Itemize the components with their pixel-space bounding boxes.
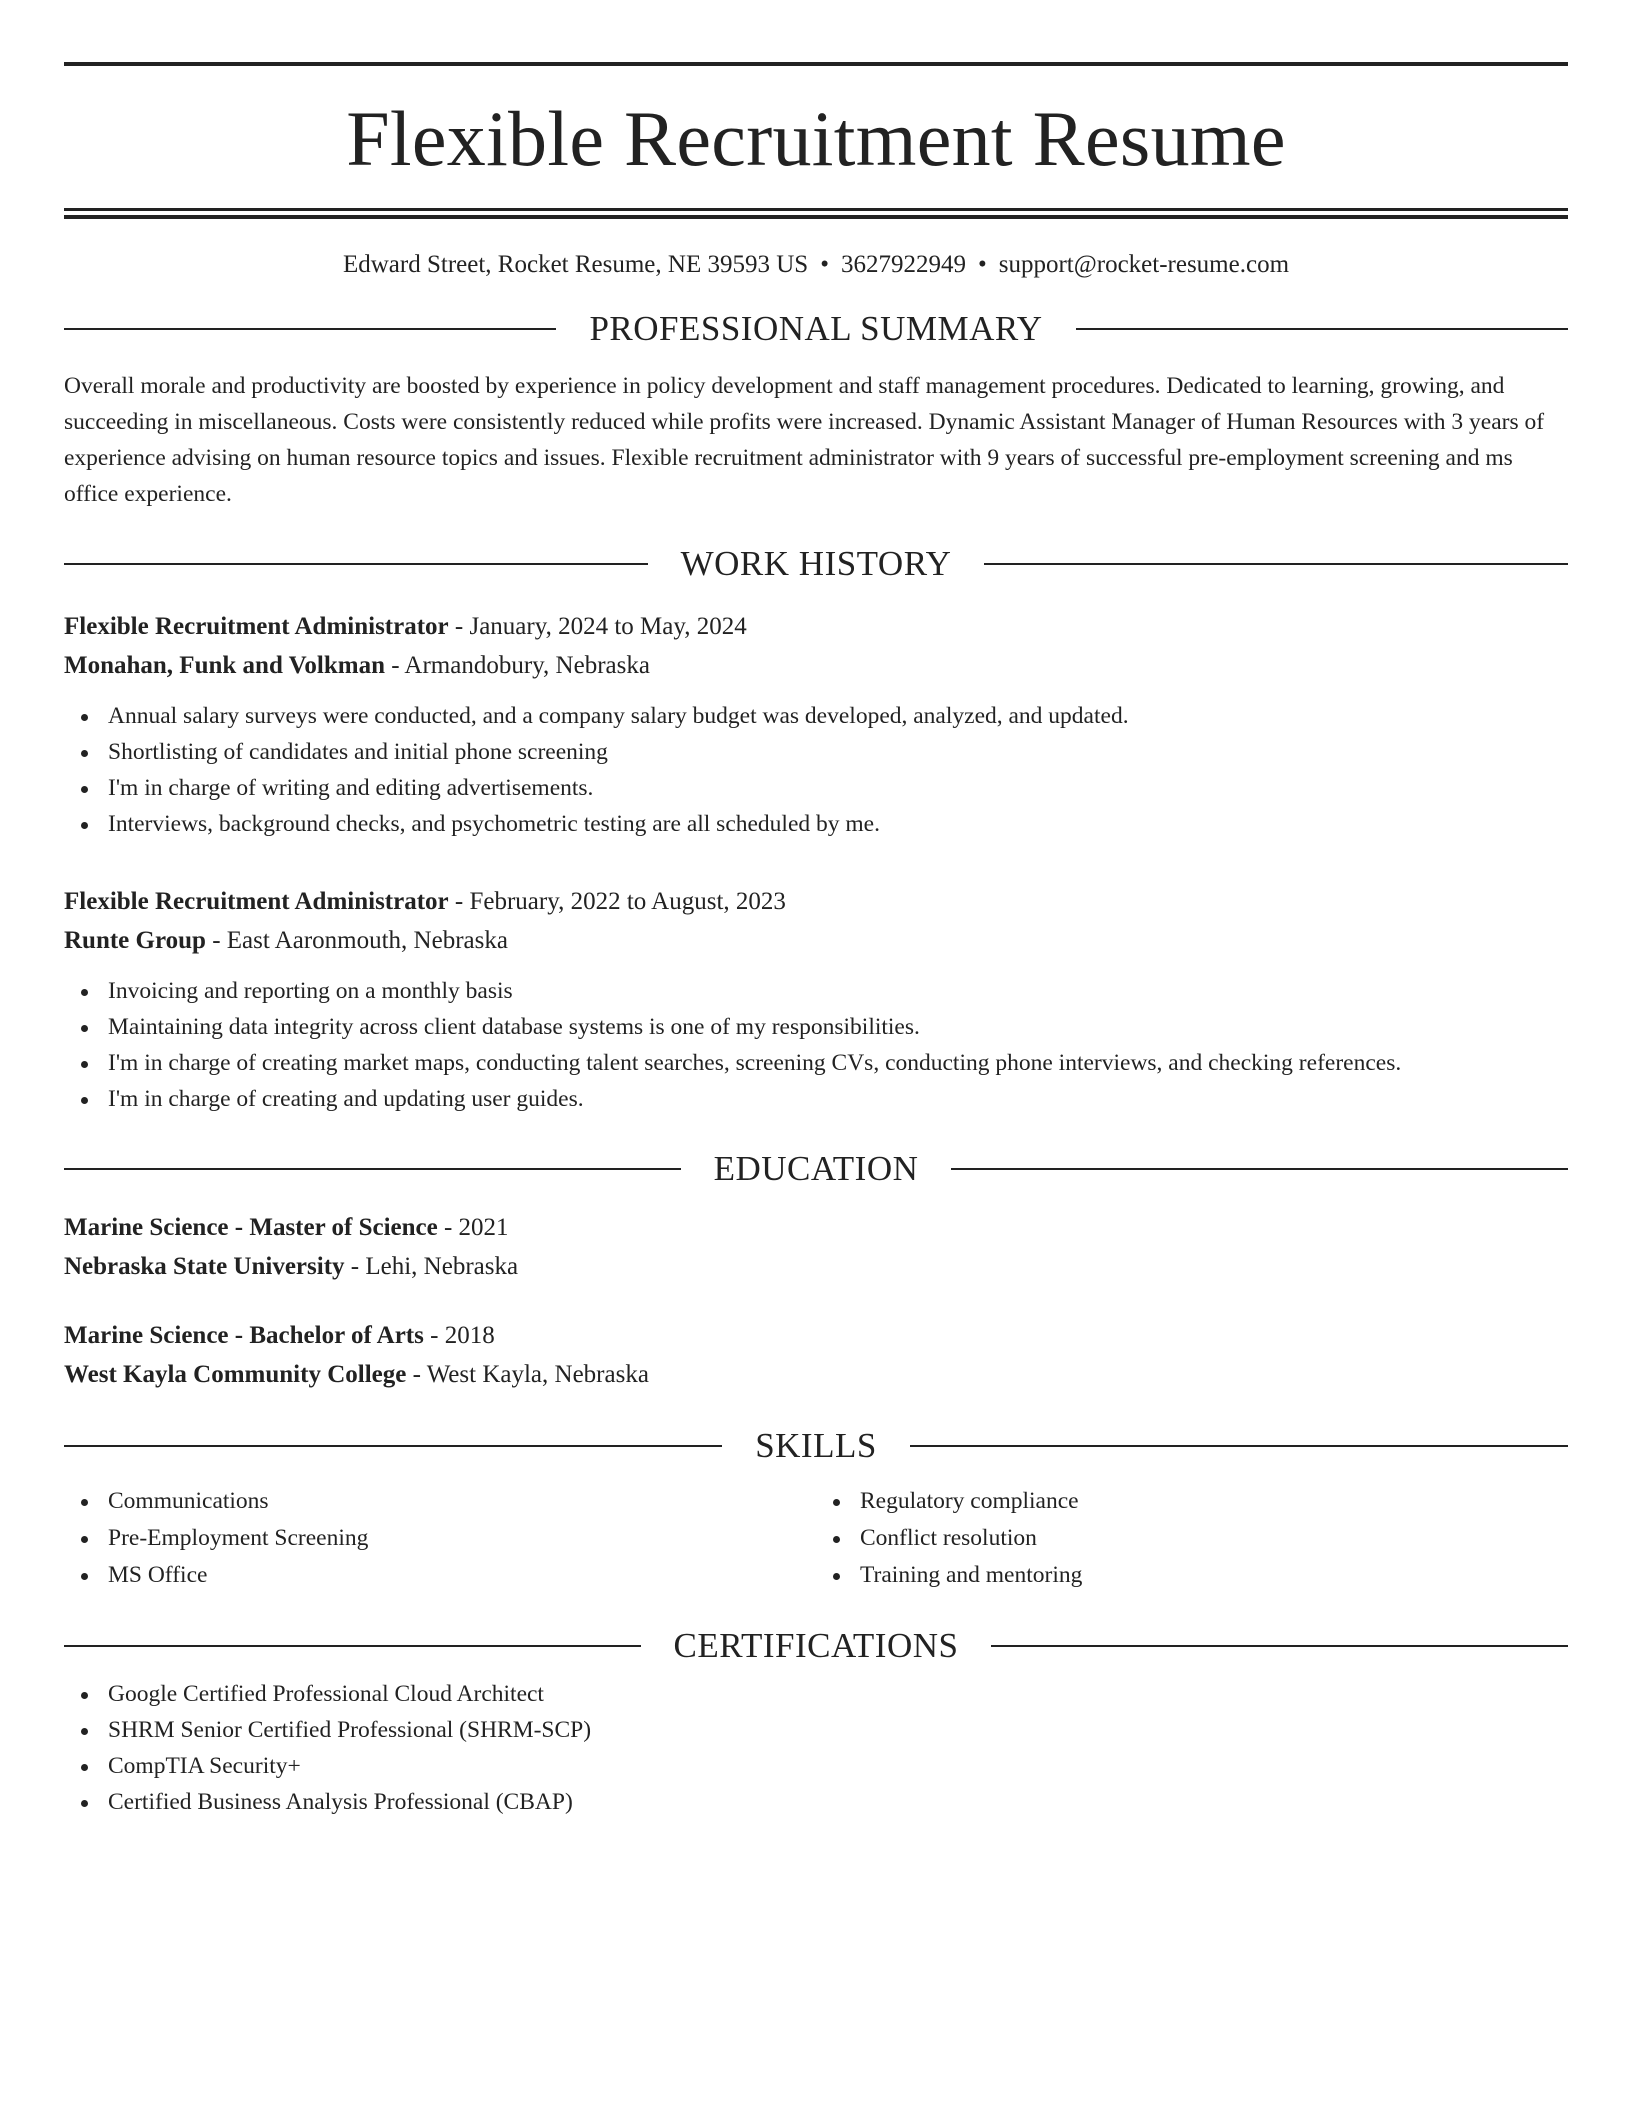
contact-separator: • bbox=[977, 251, 987, 278]
education-entry bbox=[64, 1208, 1568, 1286]
graduation-year: - 2021 bbox=[437, 1214, 509, 1241]
section-heading-work bbox=[64, 546, 1568, 581]
list-item: SHRM Senior Certified Professional (SHRM-SCP) bbox=[64, 1712, 1568, 1748]
list-item: Training and mentoring bbox=[816, 1557, 1568, 1594]
list-item: Annual salary surveys were conducted, and a company salary budget was developed, analyzed, and updated. bbox=[64, 698, 1568, 734]
list-item: Maintaining data integrity across client database systems is one of my responsibilities. bbox=[64, 1009, 1568, 1045]
heading-rule bbox=[984, 563, 1568, 565]
list-item: I'm in charge of creating market maps, conducting talent searches, screening CVs, conducting phone interviews, and checking references. bbox=[64, 1045, 1568, 1081]
section-title: CERTIFICATIONS bbox=[673, 1626, 959, 1665]
list-item: Certified Business Analysis Professional (CBAP) bbox=[64, 1784, 1568, 1820]
list-item: CompTIA Security+ bbox=[64, 1748, 1568, 1784]
school-location: - Lehi, Nebraska bbox=[344, 1253, 519, 1280]
section-title: SKILLS bbox=[755, 1426, 877, 1465]
heading-rule bbox=[910, 1445, 1568, 1447]
heading-rule bbox=[1076, 328, 1568, 330]
section-heading-skills bbox=[64, 1428, 1568, 1463]
certifications-list bbox=[64, 1676, 1568, 1820]
heading-rule bbox=[64, 563, 648, 565]
degree-line bbox=[64, 1316, 1568, 1355]
heading-rule bbox=[64, 1645, 641, 1647]
degree-line bbox=[64, 1208, 1568, 1247]
job-title: Flexible Recruitment Administrator bbox=[64, 613, 449, 640]
job-company: Monahan, Funk and Volkman bbox=[64, 652, 385, 679]
list-item: I'm in charge of creating and updating user guides. bbox=[64, 1081, 1568, 1117]
section-title: PROFESSIONAL SUMMARY bbox=[589, 309, 1043, 348]
job-location: - Armandobury, Nebraska bbox=[384, 652, 650, 679]
list-item: Pre-Employment Screening bbox=[64, 1520, 816, 1557]
job-dates: - February, 2022 to August, 2023 bbox=[448, 888, 786, 915]
job-title: Flexible Recruitment Administrator bbox=[64, 888, 449, 915]
skills-list-right bbox=[816, 1483, 1568, 1594]
job-company-line bbox=[64, 646, 1568, 685]
resume-title: Flexible Recruitment Resume bbox=[346, 95, 1286, 182]
job-location: - East Aaronmouth, Nebraska bbox=[205, 927, 508, 954]
heading-rule bbox=[64, 1445, 722, 1447]
school-line bbox=[64, 1355, 1568, 1394]
school-line bbox=[64, 1247, 1568, 1286]
section-title: EDUCATION bbox=[713, 1149, 919, 1188]
list-item: Invoicing and reporting on a monthly basis bbox=[64, 973, 1568, 1009]
job-entry bbox=[64, 607, 1568, 842]
list-item: Regulatory compliance bbox=[816, 1483, 1568, 1520]
graduation-year: - 2018 bbox=[423, 1322, 495, 1349]
school-location: - West Kayla, Nebraska bbox=[406, 1361, 649, 1388]
title-double-rule bbox=[64, 208, 1568, 219]
list-item: Shortlisting of candidates and initial phone screening bbox=[64, 734, 1568, 770]
job-title-line bbox=[64, 882, 1568, 921]
heading-rule bbox=[64, 328, 556, 330]
job-entry bbox=[64, 882, 1568, 1117]
section-heading-education bbox=[64, 1151, 1568, 1186]
job-company: Runte Group bbox=[64, 927, 206, 954]
list-item: Interviews, background checks, and psychometric testing are all scheduled by me. bbox=[64, 806, 1568, 842]
degree: Marine Science - Master of Science bbox=[64, 1214, 438, 1241]
contact-email: support@rocket-resume.com bbox=[998, 251, 1290, 278]
education-entry bbox=[64, 1316, 1568, 1394]
contact-line bbox=[64, 252, 1568, 277]
top-rule bbox=[64, 62, 1568, 66]
list-item: MS Office bbox=[64, 1557, 816, 1594]
degree: Marine Science - Bachelor of Arts bbox=[64, 1322, 424, 1349]
job-title-line bbox=[64, 607, 1568, 646]
heading-rule bbox=[951, 1168, 1568, 1170]
list-item: I'm in charge of writing and editing advertisements. bbox=[64, 770, 1568, 806]
contact-address: Edward Street, Rocket Resume, NE 39593 US bbox=[342, 251, 809, 278]
job-dates: - January, 2024 to May, 2024 bbox=[448, 613, 747, 640]
section-heading-certifications bbox=[64, 1628, 1568, 1663]
section-title: WORK HISTORY bbox=[680, 544, 952, 583]
job-duties bbox=[64, 973, 1568, 1117]
skills-columns bbox=[64, 1483, 1568, 1594]
contact-phone: 3627922949 bbox=[840, 251, 966, 278]
heading-rule bbox=[64, 1168, 681, 1170]
school: Nebraska State University bbox=[64, 1253, 345, 1280]
school: West Kayla Community College bbox=[64, 1361, 407, 1388]
section-heading-summary bbox=[64, 311, 1568, 346]
list-item: Conflict resolution bbox=[816, 1520, 1568, 1557]
heading-rule bbox=[991, 1645, 1568, 1647]
skills-list-left bbox=[64, 1483, 816, 1594]
list-item: Communications bbox=[64, 1483, 816, 1520]
job-company-line bbox=[64, 921, 1568, 960]
summary-text: Overall morale and productivity are boosted by experience in policy development and staff management procedures. Dedicated to learning, growing, and succeeding in miscellaneous. Costs were consistently reduced while profits were increased. Dynamic Assistant Manager of Human Resources with 3 years of experience advising on human resource topics and issues. Flexible recruitment administrator with 9 years of successful pre-employment screening and ms office experience. bbox=[64, 373, 1545, 507]
contact-separator: • bbox=[820, 251, 829, 278]
job-duties bbox=[64, 698, 1568, 842]
list-item: Google Certified Professional Cloud Architect bbox=[64, 1676, 1568, 1712]
